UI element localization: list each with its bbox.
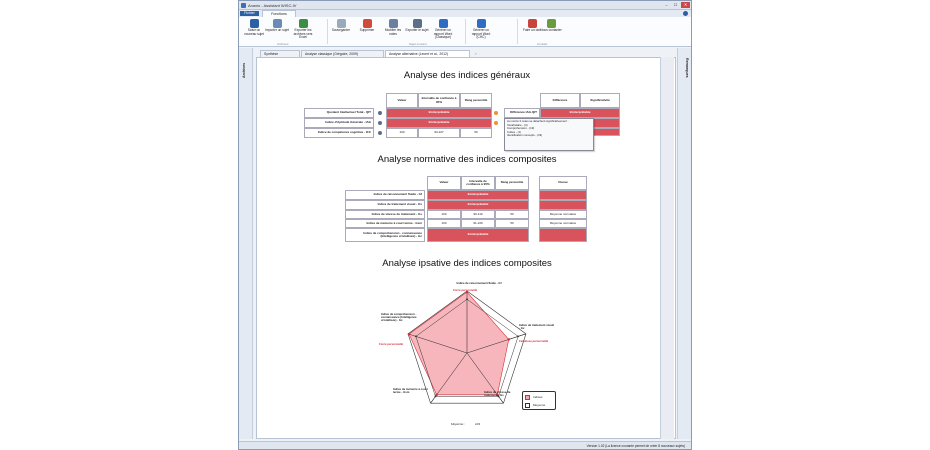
import-icon	[273, 19, 282, 28]
row-label: Indice de mémoire à court terme - Gsm	[345, 219, 425, 228]
close-button[interactable]: ✕	[681, 2, 690, 8]
ribbon-group-label: Archives	[277, 42, 289, 46]
legend-label-indices: Indices	[533, 395, 543, 399]
word-icon	[439, 19, 448, 28]
icc-valeur: 100	[386, 128, 418, 138]
save-button[interactable]	[329, 19, 353, 43]
save-icon	[337, 19, 346, 28]
header-valeur: Valeur	[427, 176, 461, 190]
info-icon[interactable]	[378, 111, 382, 115]
cell-rang: 50	[495, 210, 529, 219]
word-icon	[477, 19, 486, 28]
gift-icon	[528, 19, 537, 28]
qit-ininterpretable: Ininterprétable	[386, 108, 492, 118]
ribbon-separator	[465, 19, 466, 44]
diff-iag-qit-value: Ininterprétable	[540, 108, 620, 118]
status-text: Version 1.02 (La licence courante permet de créer 8 nouveaux sujets)	[586, 444, 685, 448]
new-subject-button[interactable]	[242, 19, 266, 43]
row-label: Indice de raisonnement fluide - Gf	[345, 190, 425, 200]
legend-label-moyenne: Moyenne	[533, 403, 546, 407]
ribbon-button-label: Importer un sujet	[265, 28, 289, 32]
row-label: Indice de compréhension - connaissance (Intelligence cristallisée) - Gc	[345, 228, 425, 242]
excel-icon	[299, 19, 308, 28]
row-label: Indice de traitement visuel - Gv	[345, 200, 425, 210]
document-tabs	[254, 49, 678, 57]
axis-label-gs: Indice de vitesse de traitement - Gs	[484, 390, 511, 398]
minimize-button[interactable]: –	[665, 2, 668, 7]
cell-classe	[539, 190, 587, 200]
export-excel-button[interactable]	[291, 19, 315, 43]
warning-icon[interactable]	[494, 121, 498, 125]
tooltip	[504, 118, 594, 151]
moyenne-point	[466, 298, 468, 300]
chart-legend	[522, 391, 556, 410]
ribbon-button-label: Saisir un nouveau sujet	[244, 28, 264, 36]
merged-cell: Ininterprétable	[427, 200, 529, 210]
archives-panel[interactable]	[239, 48, 253, 439]
info-icon[interactable]	[378, 131, 382, 135]
tooltip-line: Au moins 3 notes se détachent significativement :	[507, 119, 569, 123]
tooltip-line: Identification concepts - (19)	[507, 133, 543, 138]
indices-point	[408, 333, 411, 336]
contact-button[interactable]	[539, 19, 563, 43]
merged-cell: Ininterprétable	[427, 228, 529, 242]
ribbon-button-label: Nous contacter	[540, 28, 562, 32]
axis-label-gsm: Indice de mémoire à court terme - Gsm	[393, 387, 428, 395]
row-label-icc: Indice de compétence cognitive - ICC	[304, 128, 374, 138]
ribbon	[239, 17, 691, 47]
merged-cell: Ininterprétable	[427, 190, 529, 200]
warning-icon[interactable]	[494, 111, 498, 115]
axis-label-gf: Indice de raisonnement fluide - Gf	[456, 281, 502, 285]
axis-label-gv: Indice de traitement visuel - Gv	[519, 323, 555, 331]
series-indices	[409, 292, 509, 395]
delete-button[interactable]	[355, 19, 379, 43]
axis-label-gc: Indice de compréhension - connaissance (Intelligence cristallisée) - Gc	[381, 312, 417, 323]
cell-valeur: 100	[427, 219, 461, 228]
row-label-diff-iag-qit: Différence IAG-QIT	[504, 108, 540, 118]
word-chc-button[interactable]	[469, 19, 493, 43]
note-gv: Faiblesse personnelle	[519, 339, 549, 343]
ribbon-button-label: Faire un don	[523, 28, 541, 32]
ribbon-separator	[517, 19, 518, 44]
ribbon-button-label: Générer un rapport Word (CHC)	[471, 28, 491, 40]
row-label-iag: Indice d'Aptitude Générale - IAG	[304, 118, 374, 128]
ribbon-separator	[327, 19, 328, 44]
ribbon-button-label: Sauvegarder	[331, 28, 351, 32]
export-subject-button[interactable]	[405, 19, 429, 43]
app-window	[238, 0, 692, 450]
vertical-scrollbar[interactable]	[660, 57, 674, 439]
ribbon-group-label: Sujet courant	[409, 42, 427, 46]
section-title-indices-generaux: Analyse des indices généraux	[403, 70, 531, 81]
cell-valeur: 100	[427, 210, 461, 219]
restore-icon[interactable]: ▫	[475, 51, 477, 56]
cell-classe	[539, 200, 587, 210]
word-classic-button[interactable]	[431, 19, 455, 43]
mean-value: 104	[475, 422, 481, 426]
iag-ininterpretable: Ininterprétable	[386, 118, 492, 128]
file-menu-button[interactable]: Fichier	[240, 11, 259, 16]
header-intervalle: Intervalle de confiance à 95%	[461, 176, 495, 190]
tooltip-line: Cubes - (1)	[507, 129, 521, 134]
report-view[interactable]	[256, 57, 676, 439]
row-label-qit: Quotient Intellectuel Total - QIT	[304, 108, 374, 118]
maximize-button[interactable]: ☐	[673, 2, 678, 7]
remarques-panel-label: Remarques	[685, 58, 689, 78]
moyenne-point	[517, 335, 519, 337]
legend-swatch-indices	[525, 395, 530, 400]
header-difference: Différence	[540, 93, 580, 108]
ribbon-button-label: Générer un rapport Word (Classique)	[433, 28, 453, 40]
ribbon-group-label: Contact	[537, 42, 548, 46]
edit-notes-button[interactable]	[381, 19, 405, 43]
cell-intervalle: 90-110	[461, 210, 495, 219]
header-rang: Rang percentile	[495, 176, 529, 190]
tooltip-line: Vocabulaire - (4)	[507, 122, 528, 127]
mean-label: Moyenne :	[451, 422, 466, 426]
indices-point	[507, 338, 510, 341]
header-rang: Rang percentile	[460, 93, 492, 108]
radar-chart	[257, 273, 676, 439]
header-significativite: Significativité	[580, 93, 620, 108]
pen-icon	[250, 19, 259, 28]
cell-intervalle: 91-109	[461, 219, 495, 228]
ribbon-button-label: Exporter le sujet	[405, 28, 429, 32]
section-title-normative: Analyse normative des indices composites	[377, 154, 557, 165]
tab-fonctions-principales[interactable]: Fonctions	[262, 10, 296, 17]
menu-bar	[239, 10, 691, 17]
app-icon	[241, 3, 246, 8]
tooltip-line: Compréhension - (19)	[507, 126, 535, 131]
tab-synthese[interactable]: Synthèse	[260, 50, 300, 57]
moyenne-point	[435, 396, 437, 398]
note-gf: Force personnelle	[453, 288, 478, 292]
cell-rang: 50	[495, 219, 529, 228]
archives-panel-label: Archives	[242, 62, 246, 78]
cell-classe: Moyenne normative	[539, 219, 587, 228]
cell-classe	[539, 228, 587, 242]
help-icon[interactable]	[683, 11, 688, 16]
moyenne-point	[415, 335, 417, 337]
window-title: Anaxio - Assistant WISC-IV	[248, 3, 297, 8]
tab-analyse-alternative[interactable]: Analyse alternative (Lecerf et al., 2012)	[385, 50, 470, 57]
chat-icon	[547, 19, 556, 28]
header-intervalle: Intervalle de confiance à 95%	[418, 93, 460, 108]
title-bar	[239, 1, 691, 10]
tab-analyse-classique[interactable]: Analyse classique (Grégoire, 2009)	[301, 50, 384, 57]
printer-icon	[413, 19, 422, 28]
edit-icon	[389, 19, 398, 28]
row-label: Indice de vitesse de traitement - Gs	[345, 210, 425, 219]
header-classe: Classe	[539, 176, 587, 190]
status-bar	[239, 441, 691, 449]
info-icon[interactable]	[378, 121, 382, 125]
cell-classe: Moyenne normative	[539, 210, 587, 219]
ribbon-button-label: Supprimer	[359, 28, 375, 32]
legend-swatch-moyenne	[525, 403, 530, 408]
icc-intervalle: 93-107	[418, 128, 460, 138]
header-valeur: Valeur	[386, 93, 418, 108]
note-gc: Force personnelle	[379, 342, 404, 346]
section-title-ipsative: Analyse ipsative des indices composites	[382, 258, 552, 269]
import-subject-button[interactable]	[265, 19, 289, 43]
remarques-panel[interactable]	[677, 48, 691, 439]
ribbon-button-label: Modifier les notes	[384, 28, 402, 36]
icc-rang: 50	[460, 128, 492, 138]
delete-icon	[363, 19, 372, 28]
ribbon-button-label: Exporter les archives vers Excel	[293, 28, 313, 40]
